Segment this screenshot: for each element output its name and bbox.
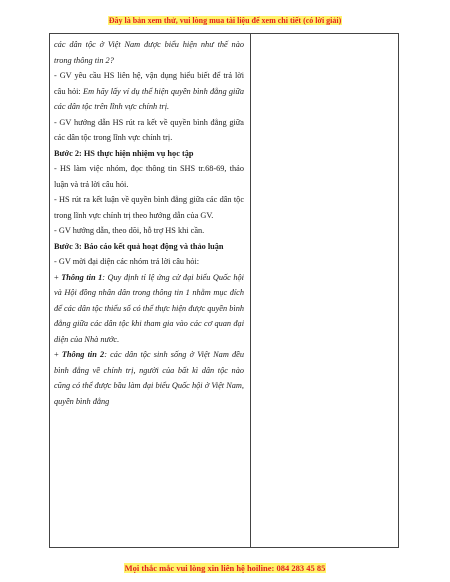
step-2-heading: Bước 2: HS thực hiện nhiệm vụ học tập: [54, 148, 194, 158]
task-question: Em hãy lấy ví dụ thể hiện quyền bình đẳng giữa các dân tộc trên lĩnh vực chính trị.: [54, 86, 245, 111]
preview-banner-text: Đây là bản xem thử, vui lòng mua tài liệu để xem chi tiết (có lời giải): [108, 16, 342, 25]
paragraph-info-2: [54, 347, 244, 409]
info-1-label: Thông tin 1: [61, 272, 103, 282]
contact-banner-text: Mọi thắc mắc vui lòng xin liên hệ hoiline: 084 283 45 85: [124, 563, 326, 573]
paragraph-info-1: [54, 270, 244, 348]
task-text: - GV yêu cầu HS liên hệ, vận dụng hiểu biết để trả lời câu hỏi:: [54, 71, 244, 96]
info-2-lead: +: [54, 350, 62, 359]
paragraph-task: [54, 68, 244, 115]
paragraph-guidance: - GV hướng dẫn HS rút ra kết về quyền bình đẳng giữa các dân tộc trong lĩnh vực chính trị.: [54, 117, 244, 142]
paragraph-groupwork: - HS làm việc nhóm, đọc thông tin SHS tr.68-69, thảo luận và trả lời câu hỏi.: [54, 164, 244, 189]
activity-column: [54, 37, 244, 409]
lesson-table: [49, 33, 399, 548]
info-2-label: Thông tin 2: [61, 350, 105, 359]
paragraph-conclusion: - HS rút ra kết luận về quyền bình đẳng giữa các dân tộc trong lĩnh vực chính trị theo hướng dẫn của GV.: [54, 195, 244, 220]
info-1-lead: +: [54, 272, 62, 282]
preview-banner: [0, 16, 450, 25]
contact-banner: [0, 563, 450, 573]
info-1-text: : Quy định tỉ lệ ứng cử đại biểu Quốc hội và Hội đồng nhân dân trong thông tin 1 nhằm mục đích để các dân tộc thiểu số có thể thực hiện được quyền bình đẳng giữa các dân tộc khi tham gia vào các cơ quan đại diện của Nhà nước.: [54, 272, 244, 344]
paragraph-support: - GV hướng dẫn, theo dõi, hỗ trợ HS khi cần.: [54, 226, 205, 235]
info-2-text: : các dân tộc sinh sống ở Việt Nam đều bình đẳng về chính trị, người của bất kì dân tộc nào cũng có thể được bầu làm đại biểu Quốc hội ở Việt Nam, quyền bình đẳng: [54, 350, 244, 406]
paragraph-question: các dân tộc ở Việt Nam được biểu hiện như thế nào trong thông tin 2?: [54, 40, 244, 65]
paragraph-invite: - GV mời đại diện các nhóm trả lời câu hỏi:: [54, 257, 200, 266]
step-3-heading: Bước 3: Báo cáo kết quả hoạt động và thảo luận: [54, 241, 224, 251]
column-divider: [250, 34, 251, 547]
